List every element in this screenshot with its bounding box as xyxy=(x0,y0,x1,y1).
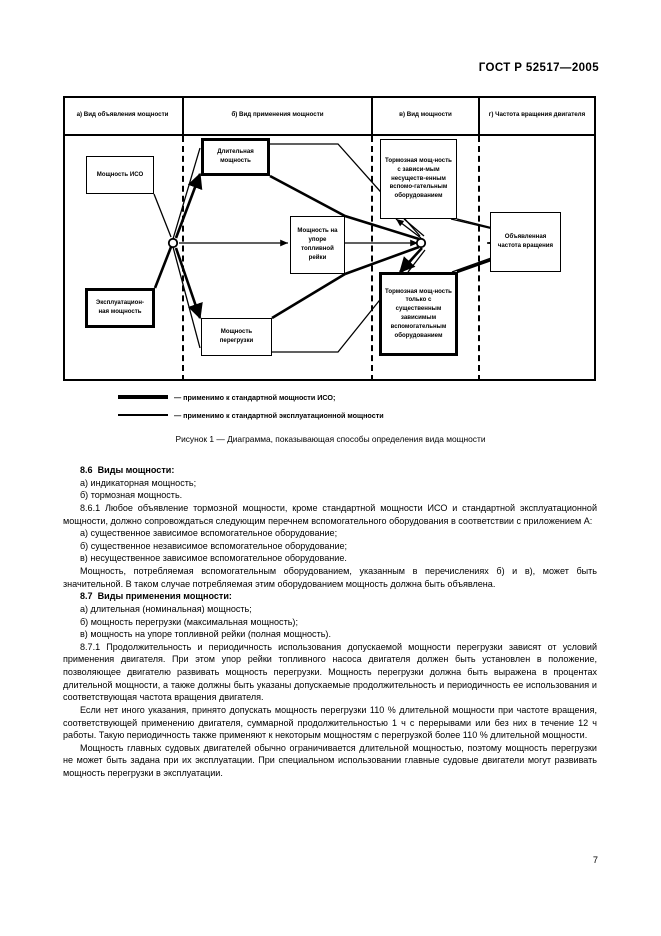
legend-row-iso xyxy=(63,388,596,406)
column-header-v: в) Вид мощности xyxy=(399,110,452,118)
box-brake-power-non-essential: Тормозная мощ-ность с зависи-мым несуществ-енным вспомо-гательным оборудованием xyxy=(380,139,457,219)
box-fuel-rack-stop-power: Мощность на упоре топливной рейки xyxy=(290,216,345,274)
section-8-7-title: Виды применения мощности: xyxy=(97,591,232,602)
box-iso-power: Мощность ИСО xyxy=(86,156,154,194)
list-item-8-7-a: а) длительная (номинальная) мощность; xyxy=(80,603,252,614)
list-item-8-7-b: б) мощность перегрузки (максимальная мощность); xyxy=(80,616,298,627)
legend-row-operational xyxy=(63,406,596,424)
section-8-6-title: Виды мощности: xyxy=(97,465,175,475)
junction-node-2 xyxy=(417,239,425,247)
legend-line-thick-icon xyxy=(118,395,168,398)
section-8-6-number: 8.6 xyxy=(80,465,93,475)
column-header-a: а) Вид объявления мощности xyxy=(76,110,169,118)
legend-label-operational: — применимо к стандартной эксплуатационной мощности xyxy=(174,410,384,420)
paragraph-8-6-1-note: Мощность, потребляемая вспомогательным оборудованием, указанным в перечислениях б) и в), может быть значительной. В таком случае потребляемая этим оборудованием мощность должна быть объявлена. xyxy=(63,566,597,589)
column-header-g: г) Частота вращения двигателя xyxy=(488,110,586,118)
box-operational-power: Эксплуатацион-ная мощность xyxy=(85,288,155,328)
figure-1-diagram xyxy=(63,96,596,381)
paragraph-8-6-1: 8.6.1 Любое объявление тормозной мощности, кроме стандартной мощности ИСО и стандартной эксплуатационной мощности, должно сопровождаться следующим перечнем вспомогательного оборудования в соответствии с приложением А: xyxy=(63,502,597,526)
list-item-8-6-a: а) индикаторная мощность; xyxy=(80,477,197,488)
junction-node-1 xyxy=(169,239,177,247)
section-8-6-heading xyxy=(63,464,597,477)
page-number: 7 xyxy=(592,855,598,865)
list-item-8-6-1-v: в) несущественное зависимое вспомогательное оборудование. xyxy=(80,553,347,564)
box-continuous-power: Длительная мощность xyxy=(201,138,270,176)
legend-label-iso: — применимо к стандартной мощности ИСО; xyxy=(174,392,336,402)
figure-caption: Рисунок 1 — Диаграмма, показывающая способы определения вида мощности xyxy=(175,434,486,444)
body-text xyxy=(63,464,597,780)
list-item-8-6-b: б) тормозная мощность. xyxy=(80,490,183,501)
box-brake-power-essential: Тормозная мощ-ность только с существенным зависимым вспомогательным оборудованием xyxy=(379,272,458,356)
legend-line-thin-icon xyxy=(118,414,168,415)
section-8-7-number: 8.7 xyxy=(80,591,93,602)
paragraph-8-7-1-second: Если нет иного указания, принято допускать мощность перегрузки 110 % длительной мощности при частоте вращения, соответствующей применению двигателя, суммарной продолжительностью 1 ч с перерывами или без них в течение 12 ч работы. Такую периодичность также применяют к некоторым мощностям с перегрузкой более 110 % длительной мощности. xyxy=(63,704,597,741)
list-item-8-6-1-a: а) существенное зависимое вспомогательное оборудование; xyxy=(80,528,338,539)
standard-header: ГОСТ Р 52517—2005 xyxy=(478,62,599,74)
list-item-8-7-v: в) мощность на упоре топливной рейки (полная мощность). xyxy=(80,629,331,640)
section-8-7-heading xyxy=(63,590,597,603)
column-header-b: б) Вид применения мощности xyxy=(231,110,324,118)
paragraph-8-7-1: 8.7.1 Продолжительность и периодичность использования допускаемой мощности перегрузки зависят от условий применения двигателя. При этом упор рейки топливного насоса двигателя должен быть установлен в положение, позволяющее двигателю развивать мощность перегрузки. Мощность перегрузки должна быть выражена в процентах длительной мощности, а также должны быть указаны допускаемые продолжительность и периодичность ее использования и соответствующая частота вращения двигателя. xyxy=(63,641,597,703)
paragraph-8-7-1-third: Мощность главных судовых двигателей обычно ограничивается длительной мощностью, поэтому мощность перегрузки не может быть задана при их эксплуатации. При специальном использовании главные судовые двигатели могут развивать мощность перегрузки в эксплуатации. xyxy=(63,742,597,778)
box-declared-speed: Объявленная частота вращения xyxy=(490,212,561,272)
box-overload-power: Мощность перегрузки xyxy=(201,318,272,356)
figure-legend xyxy=(63,388,596,424)
list-item-8-6-1-b: б) существенное независимое вспомогательное оборудование; xyxy=(80,540,348,551)
